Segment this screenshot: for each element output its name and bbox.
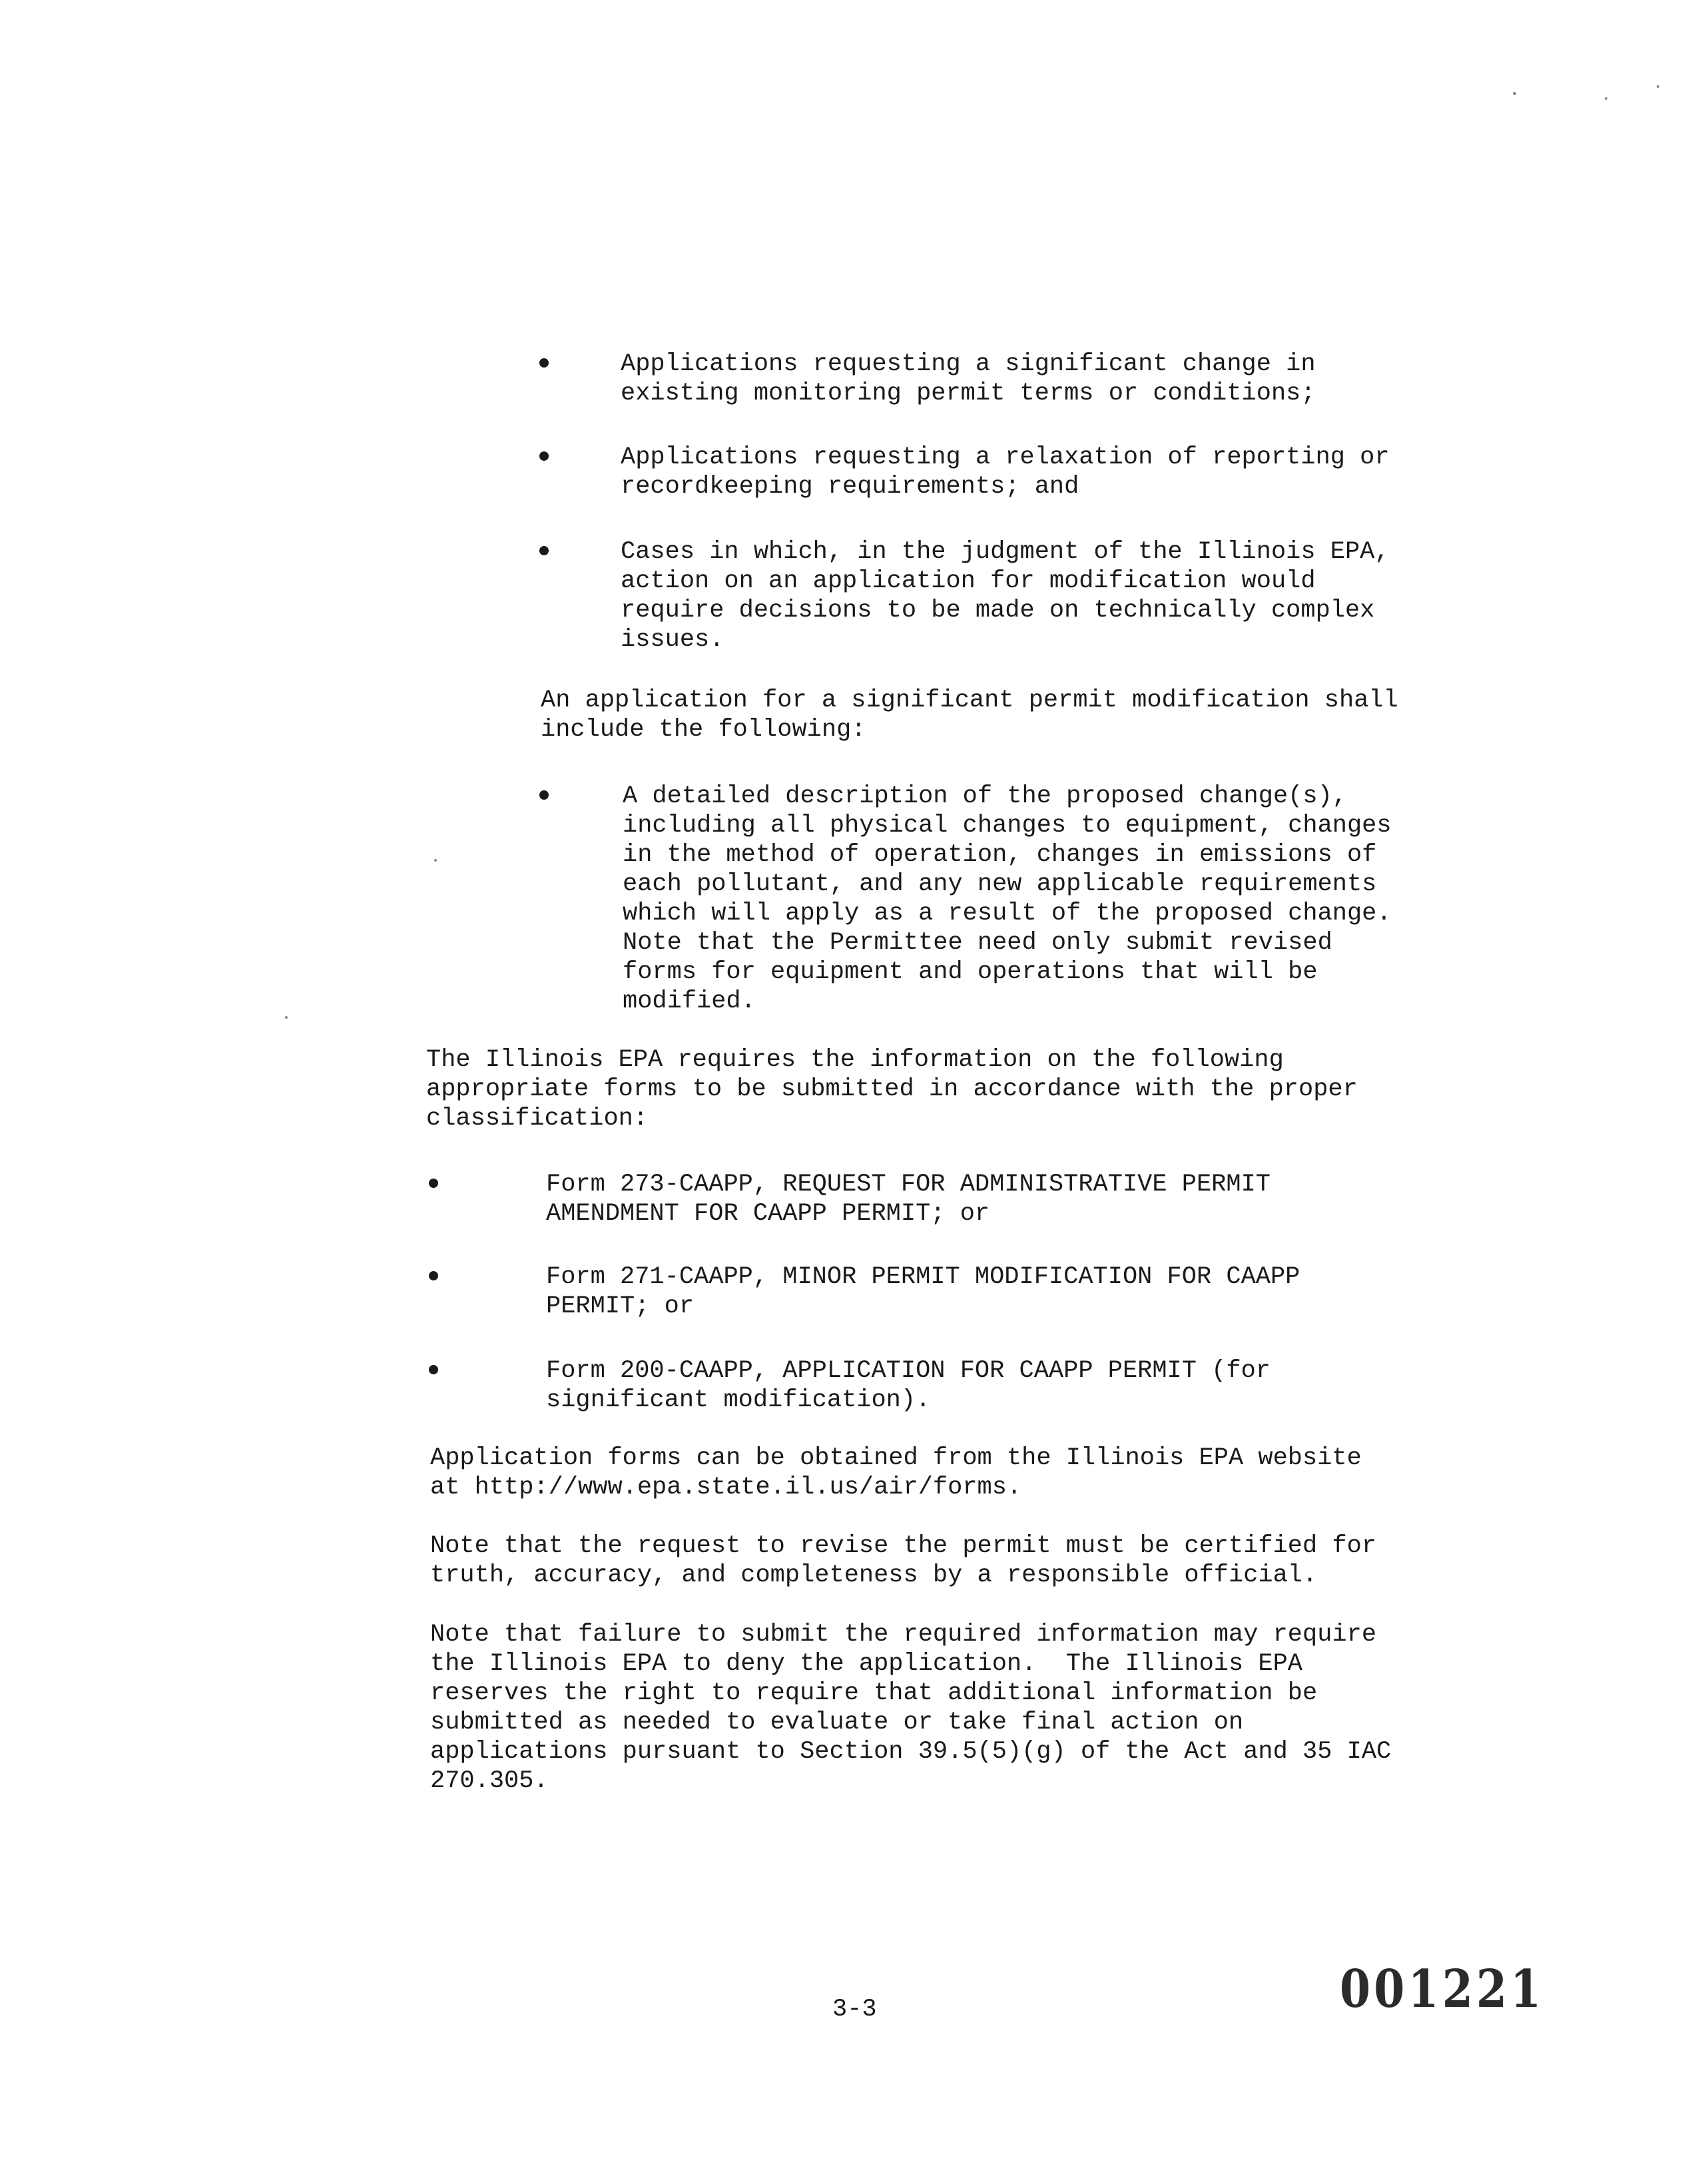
scan-speck	[1605, 97, 1607, 100]
bullet-icon	[429, 1179, 438, 1188]
bullet-icon	[539, 358, 549, 368]
list-item-line: in the method of operation, changes in emissions of	[623, 841, 1377, 869]
paragraph-line: submitted as needed to evaluate or take final action on	[430, 1709, 1244, 1737]
list-item-line: action on an application for modification would	[621, 567, 1316, 595]
paragraph-line: applications pursuant to Section 39.5(5)(g) of the Act and 35 IAC	[430, 1738, 1392, 1766]
bates-stamp: 001221	[1340, 1959, 1545, 2020]
list-item-line: including all physical changes to equipment, changes	[623, 812, 1392, 840]
paragraph-line: Application forms can be obtained from the Illinois EPA website	[430, 1444, 1362, 1472]
list-item-line: AMENDMENT FOR CAAPP PERMIT; or	[546, 1200, 990, 1228]
scan-speck	[434, 859, 437, 862]
bullet-icon	[429, 1271, 438, 1280]
scan-speck	[1513, 92, 1516, 95]
paragraph-line: An application for a significant permit modification shall	[541, 686, 1398, 714]
paragraph-line: reserves the right to require that additional information be	[430, 1679, 1318, 1707]
list-item-line: which will apply as a result of the proposed change.	[623, 900, 1392, 928]
paragraph-line: appropriate forms to be submitted in accordance with the proper	[426, 1075, 1358, 1103]
paragraph-line: truth, accuracy, and completeness by a responsible official.	[430, 1561, 1318, 1589]
paragraph-line: include the following:	[541, 716, 866, 744]
list-item-line: A detailed description of the proposed change(s),	[623, 782, 1347, 810]
list-item-line: Applications requesting a relaxation of reporting or	[621, 443, 1390, 471]
bullet-icon	[539, 451, 549, 461]
list-item-line: significant modification).	[546, 1386, 931, 1414]
list-item-line: each pollutant, and any new applicable requirements	[623, 870, 1377, 898]
page-number: 3-3	[832, 1996, 877, 2024]
list-item-line: Note that the Permittee need only submit revised	[623, 929, 1332, 957]
list-item-line: existing monitoring permit terms or conditions;	[621, 380, 1316, 408]
list-item-line: PERMIT; or	[546, 1292, 695, 1320]
list-item-line: issues.	[621, 626, 724, 654]
paragraph-line: Note that the request to revise the permit must be certified for	[430, 1532, 1377, 1560]
bullet-icon	[429, 1365, 438, 1374]
bullet-icon	[539, 546, 549, 555]
scan-speck	[285, 1016, 288, 1019]
paragraph-line: at http://www.epa.state.il.us/air/forms.	[430, 1474, 1022, 1502]
paragraph-line: classification:	[426, 1105, 649, 1133]
list-item-line: modified.	[623, 987, 756, 1015]
list-item-line: Form 273-CAAPP, REQUEST FOR ADMINISTRATIVE PERMIT	[546, 1171, 1270, 1199]
list-item-line: Form 271-CAAPP, MINOR PERMIT MODIFICATION FOR CAAPP	[546, 1263, 1300, 1291]
paragraph-line: the Illinois EPA to deny the application. The Illinois EPA	[430, 1650, 1303, 1678]
list-item-line: Form 200-CAAPP, APPLICATION FOR CAAPP PERMIT (for	[546, 1357, 1270, 1385]
scan-speck	[1657, 85, 1659, 88]
bullet-icon	[539, 790, 549, 800]
list-item-line: Applications requesting a significant change in	[621, 350, 1316, 378]
paragraph-line: Note that failure to submit the required information may require	[430, 1621, 1377, 1649]
list-item-line: recordkeeping requirements; and	[621, 473, 1079, 501]
list-item-line: require decisions to be made on technically complex	[621, 597, 1375, 625]
list-item-line: Cases in which, in the judgment of the Illinois EPA,	[621, 538, 1390, 566]
paragraph-line: The Illinois EPA requires the information on the following	[426, 1046, 1284, 1074]
paragraph-line: 270.305.	[430, 1767, 549, 1795]
list-item-line: forms for equipment and operations that will be	[623, 958, 1318, 986]
